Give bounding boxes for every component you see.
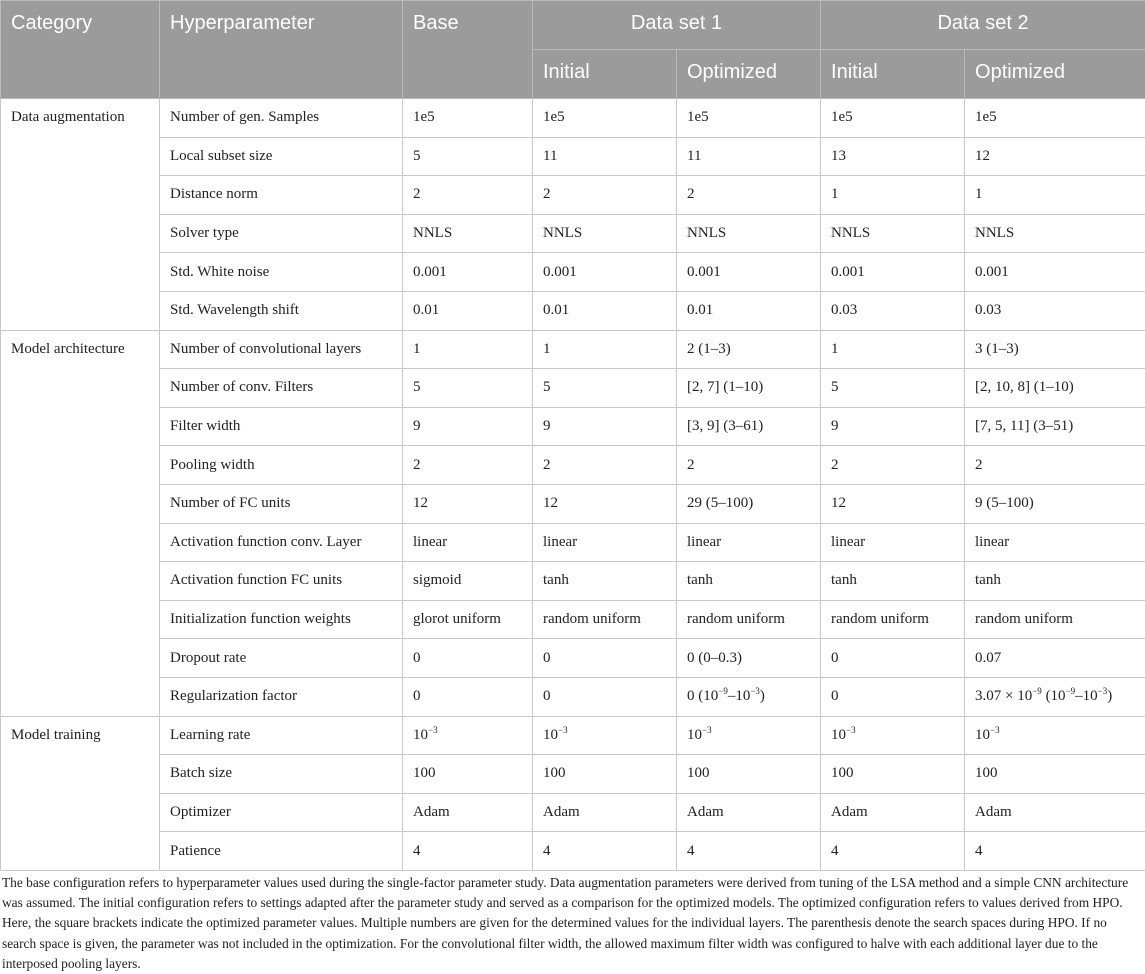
- cell-dataset-1-optimized: 1e5: [677, 99, 821, 138]
- cell-dataset-1-initial: 12: [533, 484, 677, 523]
- cell-dataset-1-optimized: 0 $(10^{-9}-10^{-3})$: [677, 677, 821, 716]
- cell-base: 1e5: [403, 99, 533, 138]
- cell-dataset-1-optimized: [2, 7] (1–10): [677, 369, 821, 408]
- cell-category: Model training: [1, 716, 160, 870]
- cell-base: 0: [403, 639, 533, 678]
- cell-hyperparameter: Number of convolutional layers: [160, 330, 403, 369]
- table-row: [1, 291, 1145, 330]
- cell-dataset-1-initial: random uniform: [533, 600, 677, 639]
- header-dataset-1: Data set 1: [533, 1, 821, 50]
- header-dataset-1-optimized: Optimized: [677, 50, 821, 99]
- cell-base: 5: [403, 137, 533, 176]
- cell-dataset-1-initial: 9: [533, 407, 677, 446]
- table-row: [1, 369, 1145, 408]
- table-row: [1, 793, 1145, 832]
- cell-base: linear: [403, 523, 533, 562]
- table-footnote: The base configuration refers to hyperparameter values used during the single-factor parameter study. Data augmentation parameters were derived from tuning of the LSA method and a simple CNN architecture was assumed. The initial configuration refers to settings adapted after the parameter study and served as a comparison for the optimized models. The optimized configuration refers to values derived from HPO. Here, the square brackets indicate the optimized parameter values. Multiple numbers are given for the determined values for the individual layers. The parenthesis denote the search spaces during HPO. If no search space is given, the parameter was not included in the optimization. For the convolutional filter width, the allowed maximum filter width was configured to halve with each additional layer due to the interposed pooling layers.: [0, 869, 1145, 974]
- cell-dataset-2-optimized: [2, 10, 8] (1–10): [965, 369, 1145, 408]
- cell-dataset-1-initial: 4: [533, 832, 677, 871]
- cell-hyperparameter: Std. Wavelength shift: [160, 291, 403, 330]
- cell-dataset-2-optimized: 9 (5–100): [965, 484, 1145, 523]
- cell-dataset-2-initial: 0: [821, 639, 965, 678]
- cell-hyperparameter: Number of conv. Filters: [160, 369, 403, 408]
- header-dataset-1-initial: Initial: [533, 50, 677, 99]
- table-row: [1, 137, 1145, 176]
- cell-dataset-2-initial: 0: [821, 677, 965, 716]
- table-row: [1, 523, 1145, 562]
- cell-dataset-1-optimized: random uniform: [677, 600, 821, 639]
- cell-dataset-2-initial: tanh: [821, 562, 965, 601]
- cell-hyperparameter: Batch size: [160, 755, 403, 794]
- cell-dataset-1-initial: tanh: [533, 562, 677, 601]
- cell-dataset-2-initial: 4: [821, 832, 965, 871]
- cell-dataset-1-initial: 2: [533, 176, 677, 215]
- cell-base: 0.01: [403, 291, 533, 330]
- cell-dataset-1-optimized: NNLS: [677, 214, 821, 253]
- cell-dataset-1-optimized: 0.001: [677, 253, 821, 292]
- cell-dataset-1-initial: linear: [533, 523, 677, 562]
- cell-dataset-2-initial: linear: [821, 523, 965, 562]
- cell-base: 2: [403, 446, 533, 485]
- cell-dataset-2-optimized: tanh: [965, 562, 1145, 601]
- cell-hyperparameter: Activation function FC units: [160, 562, 403, 601]
- header-hyperparameter: Hyperparameter: [160, 1, 403, 99]
- cell-dataset-2-optimized: $3.07 \times 10^{-9}$ $(10^{-9}-10^{-3})$: [965, 677, 1145, 716]
- cell-dataset-1-optimized: 2 (1–3): [677, 330, 821, 369]
- cell-base: $10^{-3}$: [403, 716, 533, 755]
- cell-category: Model architecture: [1, 330, 160, 716]
- cell-dataset-2-optimized: [7, 5, 11] (3–51): [965, 407, 1145, 446]
- cell-hyperparameter: Learning rate: [160, 716, 403, 755]
- cell-dataset-2-optimized: linear: [965, 523, 1145, 562]
- table-row: [1, 677, 1145, 716]
- cell-dataset-1-initial: $10^{-3}$: [533, 716, 677, 755]
- cell-hyperparameter: Distance norm: [160, 176, 403, 215]
- cell-dataset-2-optimized: 0.07: [965, 639, 1145, 678]
- cell-hyperparameter: Number of FC units: [160, 484, 403, 523]
- cell-dataset-1-optimized: 4: [677, 832, 821, 871]
- table-row: [1, 99, 1145, 138]
- table-row: [1, 330, 1145, 369]
- cell-dataset-2-initial: NNLS: [821, 214, 965, 253]
- cell-hyperparameter: Regularization factor: [160, 677, 403, 716]
- cell-dataset-2-optimized: $10^{-3}$: [965, 716, 1145, 755]
- cell-base: glorot uniform: [403, 600, 533, 639]
- table-row: [1, 176, 1145, 215]
- cell-base: 4: [403, 832, 533, 871]
- cell-dataset-2-optimized: 0.03: [965, 291, 1145, 330]
- cell-dataset-2-initial: random uniform: [821, 600, 965, 639]
- cell-dataset-1-optimized: 29 (5–100): [677, 484, 821, 523]
- cell-hyperparameter: Activation function conv. Layer: [160, 523, 403, 562]
- cell-base: 12: [403, 484, 533, 523]
- cell-dataset-1-initial: 1e5: [533, 99, 677, 138]
- table-row: [1, 484, 1145, 523]
- cell-base: 0: [403, 677, 533, 716]
- cell-dataset-1-initial: 1: [533, 330, 677, 369]
- table-row: [1, 446, 1145, 485]
- cell-dataset-2-optimized: 1: [965, 176, 1145, 215]
- cell-base: 100: [403, 755, 533, 794]
- table-row: [1, 755, 1145, 794]
- header-dataset-2-initial: Initial: [821, 50, 965, 99]
- table-row: [1, 639, 1145, 678]
- cell-dataset-2-initial: 5: [821, 369, 965, 408]
- cell-dataset-1-optimized: 11: [677, 137, 821, 176]
- cell-dataset-2-initial: 1: [821, 330, 965, 369]
- cell-dataset-1-optimized: 100: [677, 755, 821, 794]
- cell-dataset-1-optimized: 0 (0–0.3): [677, 639, 821, 678]
- table-row: [1, 600, 1145, 639]
- cell-dataset-1-initial: 0.001: [533, 253, 677, 292]
- cell-dataset-1-optimized: linear: [677, 523, 821, 562]
- cell-hyperparameter: Std. White noise: [160, 253, 403, 292]
- cell-dataset-1-optimized: [3, 9] (3–61): [677, 407, 821, 446]
- cell-dataset-2-optimized: 3 (1–3): [965, 330, 1145, 369]
- cell-dataset-1-initial: 0: [533, 677, 677, 716]
- cell-hyperparameter: Initialization function weights: [160, 600, 403, 639]
- cell-dataset-2-optimized: 2: [965, 446, 1145, 485]
- cell-dataset-1-optimized: 2: [677, 446, 821, 485]
- cell-hyperparameter: Solver type: [160, 214, 403, 253]
- cell-hyperparameter: Patience: [160, 832, 403, 871]
- table-row: [1, 832, 1145, 871]
- cell-hyperparameter: Pooling width: [160, 446, 403, 485]
- cell-dataset-2-optimized: 4: [965, 832, 1145, 871]
- cell-dataset-1-initial: 0.01: [533, 291, 677, 330]
- header-base: Base: [403, 1, 533, 99]
- cell-dataset-2-optimized: random uniform: [965, 600, 1145, 639]
- cell-base: 2: [403, 176, 533, 215]
- cell-dataset-1-initial: 2: [533, 446, 677, 485]
- cell-base: sigmoid: [403, 562, 533, 601]
- table-row: [1, 214, 1145, 253]
- cell-dataset-2-initial: 100: [821, 755, 965, 794]
- cell-base: NNLS: [403, 214, 533, 253]
- cell-dataset-1-initial: NNLS: [533, 214, 677, 253]
- cell-dataset-1-optimized: $10^{-3}$: [677, 716, 821, 755]
- cell-hyperparameter: Optimizer: [160, 793, 403, 832]
- cell-dataset-1-optimized: Adam: [677, 793, 821, 832]
- cell-dataset-2-optimized: Adam: [965, 793, 1145, 832]
- cell-dataset-1-initial: 0: [533, 639, 677, 678]
- cell-hyperparameter: Dropout rate: [160, 639, 403, 678]
- cell-hyperparameter: Local subset size: [160, 137, 403, 176]
- cell-dataset-2-initial: 0.03: [821, 291, 965, 330]
- table-body: [1, 99, 1145, 871]
- cell-dataset-2-initial: 9: [821, 407, 965, 446]
- cell-hyperparameter: Filter width: [160, 407, 403, 446]
- cell-dataset-2-optimized: 1e5: [965, 99, 1145, 138]
- cell-base: 1: [403, 330, 533, 369]
- table-row: [1, 716, 1145, 755]
- cell-dataset-1-initial: Adam: [533, 793, 677, 832]
- cell-dataset-2-initial: Adam: [821, 793, 965, 832]
- cell-dataset-2-initial: 2: [821, 446, 965, 485]
- header-category: Category: [1, 1, 160, 99]
- cell-dataset-2-initial: 12: [821, 484, 965, 523]
- cell-dataset-2-initial: 0.001: [821, 253, 965, 292]
- cell-dataset-1-initial: 100: [533, 755, 677, 794]
- cell-dataset-2-optimized: NNLS: [965, 214, 1145, 253]
- table-row: [1, 253, 1145, 292]
- cell-hyperparameter: Number of gen. Samples: [160, 99, 403, 138]
- cell-dataset-2-initial: 1: [821, 176, 965, 215]
- cell-dataset-2-initial: 1e5: [821, 99, 965, 138]
- cell-category: Data augmentation: [1, 99, 160, 331]
- cell-dataset-2-optimized: 0.001: [965, 253, 1145, 292]
- cell-dataset-1-initial: 11: [533, 137, 677, 176]
- header-dataset-2-optimized: Optimized: [965, 50, 1145, 99]
- cell-base: Adam: [403, 793, 533, 832]
- cell-dataset-1-optimized: 0.01: [677, 291, 821, 330]
- table-header: [1, 1, 1145, 99]
- table-row: [1, 407, 1145, 446]
- cell-base: 9: [403, 407, 533, 446]
- header-dataset-2: Data set 2: [821, 1, 1145, 50]
- cell-dataset-2-initial: 13: [821, 137, 965, 176]
- table-row: [1, 562, 1145, 601]
- cell-dataset-1-optimized: 2: [677, 176, 821, 215]
- cell-dataset-2-initial: $10^{-3}$: [821, 716, 965, 755]
- cell-base: 5: [403, 369, 533, 408]
- cell-dataset-2-optimized: 12: [965, 137, 1145, 176]
- cell-dataset-1-initial: 5: [533, 369, 677, 408]
- cell-dataset-1-optimized: tanh: [677, 562, 821, 601]
- cell-base: 0.001: [403, 253, 533, 292]
- cell-dataset-2-optimized: 100: [965, 755, 1145, 794]
